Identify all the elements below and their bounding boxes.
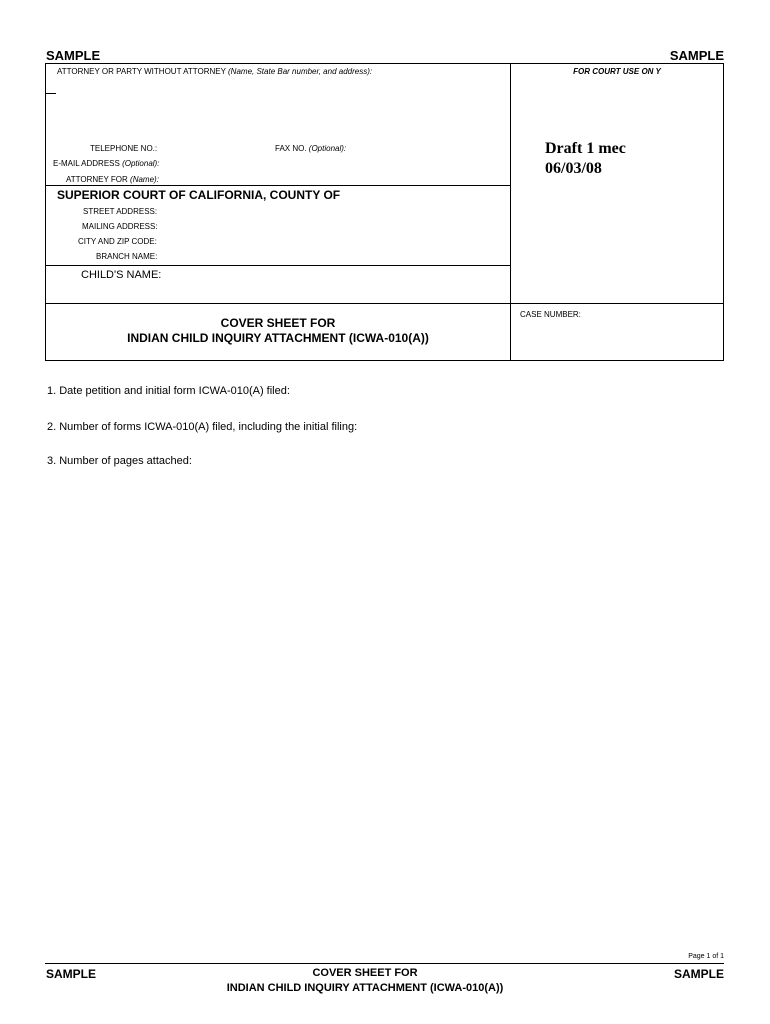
footer-sample-right: SAMPLE [673, 967, 724, 981]
attorney-for-note: (Name): [130, 175, 159, 184]
attorney-field[interactable] [57, 67, 372, 76]
attorney-for-field[interactable] [66, 175, 159, 184]
item-date-filed: 1. Date petition and initial form ICWA-010(A) filed: [47, 385, 290, 397]
fax-note: (Optional): [308, 144, 347, 153]
fax-label: FAX NO. [275, 144, 307, 153]
city-zip-label[interactable]: CITY AND ZIP CODE: [78, 237, 157, 246]
draft-stamp-line1: Draft 1 mec [545, 140, 626, 157]
draft-stamp-line2: 06/03/08 [545, 160, 602, 177]
box-top-border [45, 63, 724, 64]
page-number: Page 1 of 1 [688, 953, 724, 960]
court-use-label: FOR COURT USE ON Y [573, 67, 661, 76]
box-bottom-border [45, 360, 724, 361]
footer-sample-left: SAMPLE [46, 967, 97, 981]
attorney-for-label: ATTORNEY FOR [66, 175, 128, 184]
email-field[interactable] [53, 159, 159, 168]
attorney-note: (Name, State Bar number, and address): [228, 67, 373, 76]
sample-mark-left: SAMPLE [46, 48, 101, 63]
mailing-address-label[interactable]: MAILING ADDRESS: [82, 222, 158, 231]
item-pages-attached: 3. Number of pages attached: [47, 455, 192, 467]
divider-court [45, 185, 510, 186]
tick-mark [45, 93, 56, 94]
street-address-label[interactable]: STREET ADDRESS: [83, 207, 158, 216]
email-label: E-MAIL ADDRESS [53, 159, 120, 168]
item-number-forms: 2. Number of forms ICWA-010(A) filed, including the initial filing: [47, 421, 358, 433]
branch-name-label[interactable]: BRANCH NAME: [96, 252, 158, 261]
divider-title [45, 303, 724, 304]
footer-title-line1: COVER SHEET FOR [312, 967, 418, 979]
attorney-label: ATTORNEY OR PARTY WITHOUT ATTORNEY [57, 67, 226, 76]
box-right-border [723, 63, 724, 360]
court-title: SUPERIOR COURT OF CALIFORNIA, COUNTY OF [57, 188, 341, 202]
divider-child [45, 265, 510, 266]
childs-name-label[interactable]: CHILD'S NAME: [81, 269, 162, 281]
case-number-label[interactable]: CASE NUMBER: [520, 310, 581, 319]
footer-title-line2: INDIAN CHILD INQUIRY ATTACHMENT (ICWA-010(A)) [226, 982, 504, 994]
form-title-line2: INDIAN CHILD INQUIRY ATTACHMENT (ICWA-010(A)) [127, 331, 429, 345]
sample-mark-right: SAMPLE [669, 48, 724, 63]
telephone-label[interactable]: TELEPHONE NO.: [90, 144, 158, 153]
box-divider [510, 63, 511, 360]
fax-field[interactable] [275, 144, 346, 153]
email-note: (Optional): [122, 159, 160, 168]
footer-rule [45, 963, 724, 964]
form-title-line1: COVER SHEET FOR [220, 316, 336, 330]
